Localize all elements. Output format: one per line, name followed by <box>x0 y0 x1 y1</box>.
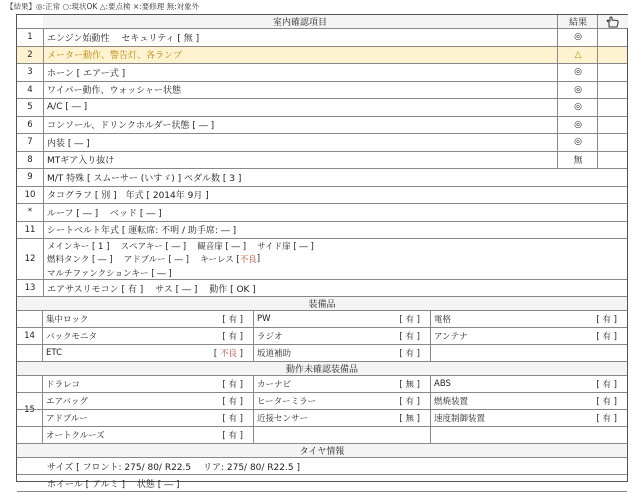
equipment-name: ドラレコ <box>46 380 81 390</box>
row-12-line1: メインキー [ 1 ] スペアキー [ ― ] 観音扉 [ ― ] サイド扉 [ ― ] <box>47 242 314 252</box>
row-text: M/T 特殊 [ スムーサー (いすゞ) ] ペダル数 [ 3 ] <box>47 173 242 184</box>
result-header: 結果 <box>557 15 598 28</box>
equipment-value-text: 有 <box>228 380 237 390</box>
row-text: ルーフ [ ― ] ベッド [ ― ] <box>47 208 162 219</box>
equipment-value-text: 不良 <box>219 349 237 359</box>
equipment-value-text: 有 <box>602 397 611 407</box>
equipment-cell <box>253 328 430 344</box>
tire-size-row <box>17 458 627 475</box>
row-result: ◎ <box>557 134 598 151</box>
equipment-value-text: 有 <box>602 315 611 325</box>
equipment-name: 近接センサー <box>257 414 309 424</box>
equipment-cell <box>43 393 253 409</box>
inspection-row <box>17 169 627 187</box>
row-text: A/C [ ― ] <box>47 102 88 113</box>
equipment-value-text: 有 <box>405 332 414 342</box>
equipment-value-text: 有 <box>602 414 611 424</box>
inspection-row <box>17 187 627 205</box>
row-result: ◎ <box>557 117 598 134</box>
keyless-status-bad: 不良 <box>239 255 257 265</box>
inspection-row <box>17 222 627 240</box>
equipment-row <box>17 328 627 345</box>
row-number: 4 <box>17 82 44 99</box>
row-text: ワイパー動作、ウォッシャー状態 <box>47 86 182 97</box>
row-text: ホーン [ エアー式 ] <box>47 68 126 79</box>
equipment-cell <box>43 427 253 443</box>
inspection-row <box>17 117 627 135</box>
row-number: 13 <box>17 280 44 296</box>
inspection-row <box>17 152 627 170</box>
equipment-cell <box>430 410 627 426</box>
equipment-value: [ 有 ] <box>596 380 617 390</box>
row-number: 7 <box>17 134 44 151</box>
row-number: 8 <box>17 152 44 169</box>
row-number: 2 <box>17 47 44 64</box>
equipment-name: 速度制御装置 <box>434 414 486 424</box>
equipment-cell <box>253 410 430 426</box>
equipment-value: [ 有 ] <box>596 414 617 424</box>
result-legend: 【結果】◎:正常 ○:現状OK △:要点検 ×:要修理 無:対象外 <box>6 2 200 11</box>
equipment-name: 集中ロック <box>46 315 89 325</box>
equipment-name: オートクルーズ <box>46 431 105 441</box>
equipment-name: アンテナ <box>434 332 468 342</box>
equipment-value-text: 無 <box>405 380 414 390</box>
row-number: 6 <box>17 117 44 134</box>
inspection-title: 室内確認項目 <box>43 15 557 28</box>
row-text: タコグラフ [ 別 ] 年式 [ 2014年 9月 ] <box>47 191 209 202</box>
equipment-value: [ 有 ] <box>596 315 617 325</box>
unconfirmed-header: 動作未確認装備品 <box>17 362 627 376</box>
equipment-name: 坂道補助 <box>257 349 292 359</box>
wheel-row <box>17 475 627 492</box>
row-number: 5 <box>17 99 44 116</box>
equipment-name: PW <box>257 314 271 324</box>
row-number: 12 <box>17 239 44 279</box>
row-text: コンソール、ドリンクホルダー状態 [ ― ] <box>47 121 215 132</box>
inspection-row <box>17 204 627 222</box>
row-13 <box>17 280 627 297</box>
equipment-cell <box>430 311 627 327</box>
row-12-line2-end: ] <box>256 254 261 264</box>
inspection-header <box>17 15 627 29</box>
inspection-row <box>17 99 627 117</box>
equipment-name: カーナビ <box>257 380 292 390</box>
row-number: 10 <box>17 187 44 204</box>
row-extra <box>597 134 628 151</box>
equipment-cell <box>430 328 627 344</box>
equipment-row <box>17 311 627 328</box>
equipment-value: [ 有 ] <box>399 397 420 407</box>
row-number: 11 <box>17 222 44 239</box>
equipment-name: 電格 <box>434 315 452 325</box>
equipment-cell <box>430 393 627 409</box>
equipment-value-text: 有 <box>602 380 611 390</box>
equipment-row <box>17 345 627 362</box>
equipment-cell <box>43 345 253 361</box>
equipment-value: [ 無 ] <box>399 414 420 424</box>
row-result: ◎ <box>557 29 598 46</box>
equipment-cell <box>253 393 430 409</box>
equipment-value: [ 有 ] <box>596 332 617 342</box>
row-12 <box>17 239 627 280</box>
equipment-value-text: 有 <box>228 315 237 325</box>
row-12-line2-text: 燃料タンク [ ― ] アドブルー [ ― ] キーレス [ <box>47 255 240 265</box>
equipment-cell <box>253 427 430 443</box>
equipment-cell <box>43 376 253 392</box>
equipment-value: [ 不良 ] <box>213 349 243 359</box>
equipment-value: [ 有 ] <box>399 332 420 342</box>
equipment-value-text: 有 <box>602 332 611 342</box>
equipment-value: [ 無 ] <box>399 380 420 390</box>
equipment-row <box>17 410 627 427</box>
row-number: 3 <box>17 64 44 81</box>
equipment-value-text: 有 <box>405 349 414 359</box>
row-extra <box>597 64 628 81</box>
equipment-cell <box>43 410 253 426</box>
equipment-name: ETC <box>46 348 62 358</box>
row-extra <box>597 82 628 99</box>
equipment-value: [ 有 ] <box>222 380 243 390</box>
equipment-value-text: 有 <box>405 315 414 325</box>
tire-header: タイヤ情報 <box>17 444 627 458</box>
equipment-value: [ 有 ] <box>222 315 243 325</box>
row-text: メーター動作、警告灯、各ランプ <box>47 51 183 62</box>
row-extra <box>597 117 628 134</box>
equipment-value: [ 有 ] <box>222 397 243 407</box>
row-12-line3: マルチファンクションキー [ ― ] <box>47 269 172 279</box>
inspection-row <box>17 64 627 82</box>
equipment-name: ABS <box>434 379 451 389</box>
equipment-cell <box>253 311 430 327</box>
equipment-row <box>17 376 627 393</box>
equipment-value: [ 有 ] <box>399 315 420 325</box>
equipment-cell <box>43 328 253 344</box>
row-text: シートベルト年式 [ 運転席: 不明 / 助手席: ― ] <box>47 226 237 237</box>
equipment-value-text: 有 <box>228 414 237 424</box>
row-text: 内装 [ ― ] <box>47 138 90 149</box>
inspection-sheet <box>16 14 628 490</box>
row-text: エンジン始動性 セキュリティ [ 無 ] <box>47 33 200 44</box>
equipment-name: 燃焼装置 <box>434 397 469 407</box>
equipment-header: 装備品 <box>17 297 627 311</box>
equipment-value-text: 有 <box>228 332 237 342</box>
equipment-cell <box>430 345 627 361</box>
equipment-number: 14 <box>17 311 43 362</box>
equipment-name: ヒーターミラー <box>257 397 317 407</box>
equipment-value: [ 有 ] <box>399 349 420 359</box>
edit-icon-cell[interactable] <box>597 15 628 28</box>
equipment-row <box>17 427 627 444</box>
equipment-name: エアバッグ <box>46 397 88 407</box>
equipment-name: バックモニタ <box>46 332 98 342</box>
inspection-row <box>17 47 627 65</box>
equipment-cell <box>430 376 627 392</box>
row-number: 9 <box>17 169 44 186</box>
row-12-line2 <box>44 252 260 266</box>
row-result: ◎ <box>557 82 598 99</box>
row-extra <box>597 47 628 64</box>
wheel-info: ホイール [ アルミ ] 状態 [ ― ] <box>47 479 180 490</box>
inspection-row <box>17 29 627 47</box>
hand-pointer-icon[interactable] <box>606 16 620 28</box>
equipment-value-text: 有 <box>228 397 237 407</box>
row-13-text: エアサスリモコン [ 有 ] サス [ ― ] 動作 [ OK ] <box>47 284 256 295</box>
row-result: ◎ <box>557 99 598 116</box>
inspection-row <box>17 82 627 100</box>
equipment-value: [ 有 ] <box>596 397 617 407</box>
row-result: △ <box>557 47 598 64</box>
row-extra <box>597 29 628 46</box>
unconfirmed-number: 15 <box>17 376 43 444</box>
row-result: 無 <box>557 152 598 169</box>
row-result: ◎ <box>557 64 598 81</box>
equipment-row <box>17 393 627 410</box>
row-extra <box>597 152 628 169</box>
equipment-value-text: 有 <box>228 431 237 441</box>
equipment-cell <box>430 427 627 443</box>
equipment-value: [ 有 ] <box>222 332 243 342</box>
row-extra <box>597 99 628 116</box>
equipment-name: アドブルー <box>46 414 88 424</box>
equipment-cell <box>253 345 430 361</box>
row-text: MTギア入り抜け <box>47 156 115 167</box>
equipment-cell <box>43 311 253 327</box>
inspection-row <box>17 134 627 152</box>
equipment-name: ラジオ <box>257 332 283 342</box>
row-number: * <box>17 204 44 221</box>
row-number: 1 <box>17 29 44 46</box>
equipment-value-text: 有 <box>405 397 414 407</box>
equipment-value: [ 有 ] <box>222 431 243 441</box>
equipment-value: [ 有 ] <box>222 414 243 424</box>
equipment-value-text: 無 <box>405 414 414 424</box>
tire-size: サイズ [ フロント: 275/ 80/ R22.5 リア: 275/ 80/ R22.5 ] <box>47 462 300 473</box>
equipment-cell <box>253 376 430 392</box>
